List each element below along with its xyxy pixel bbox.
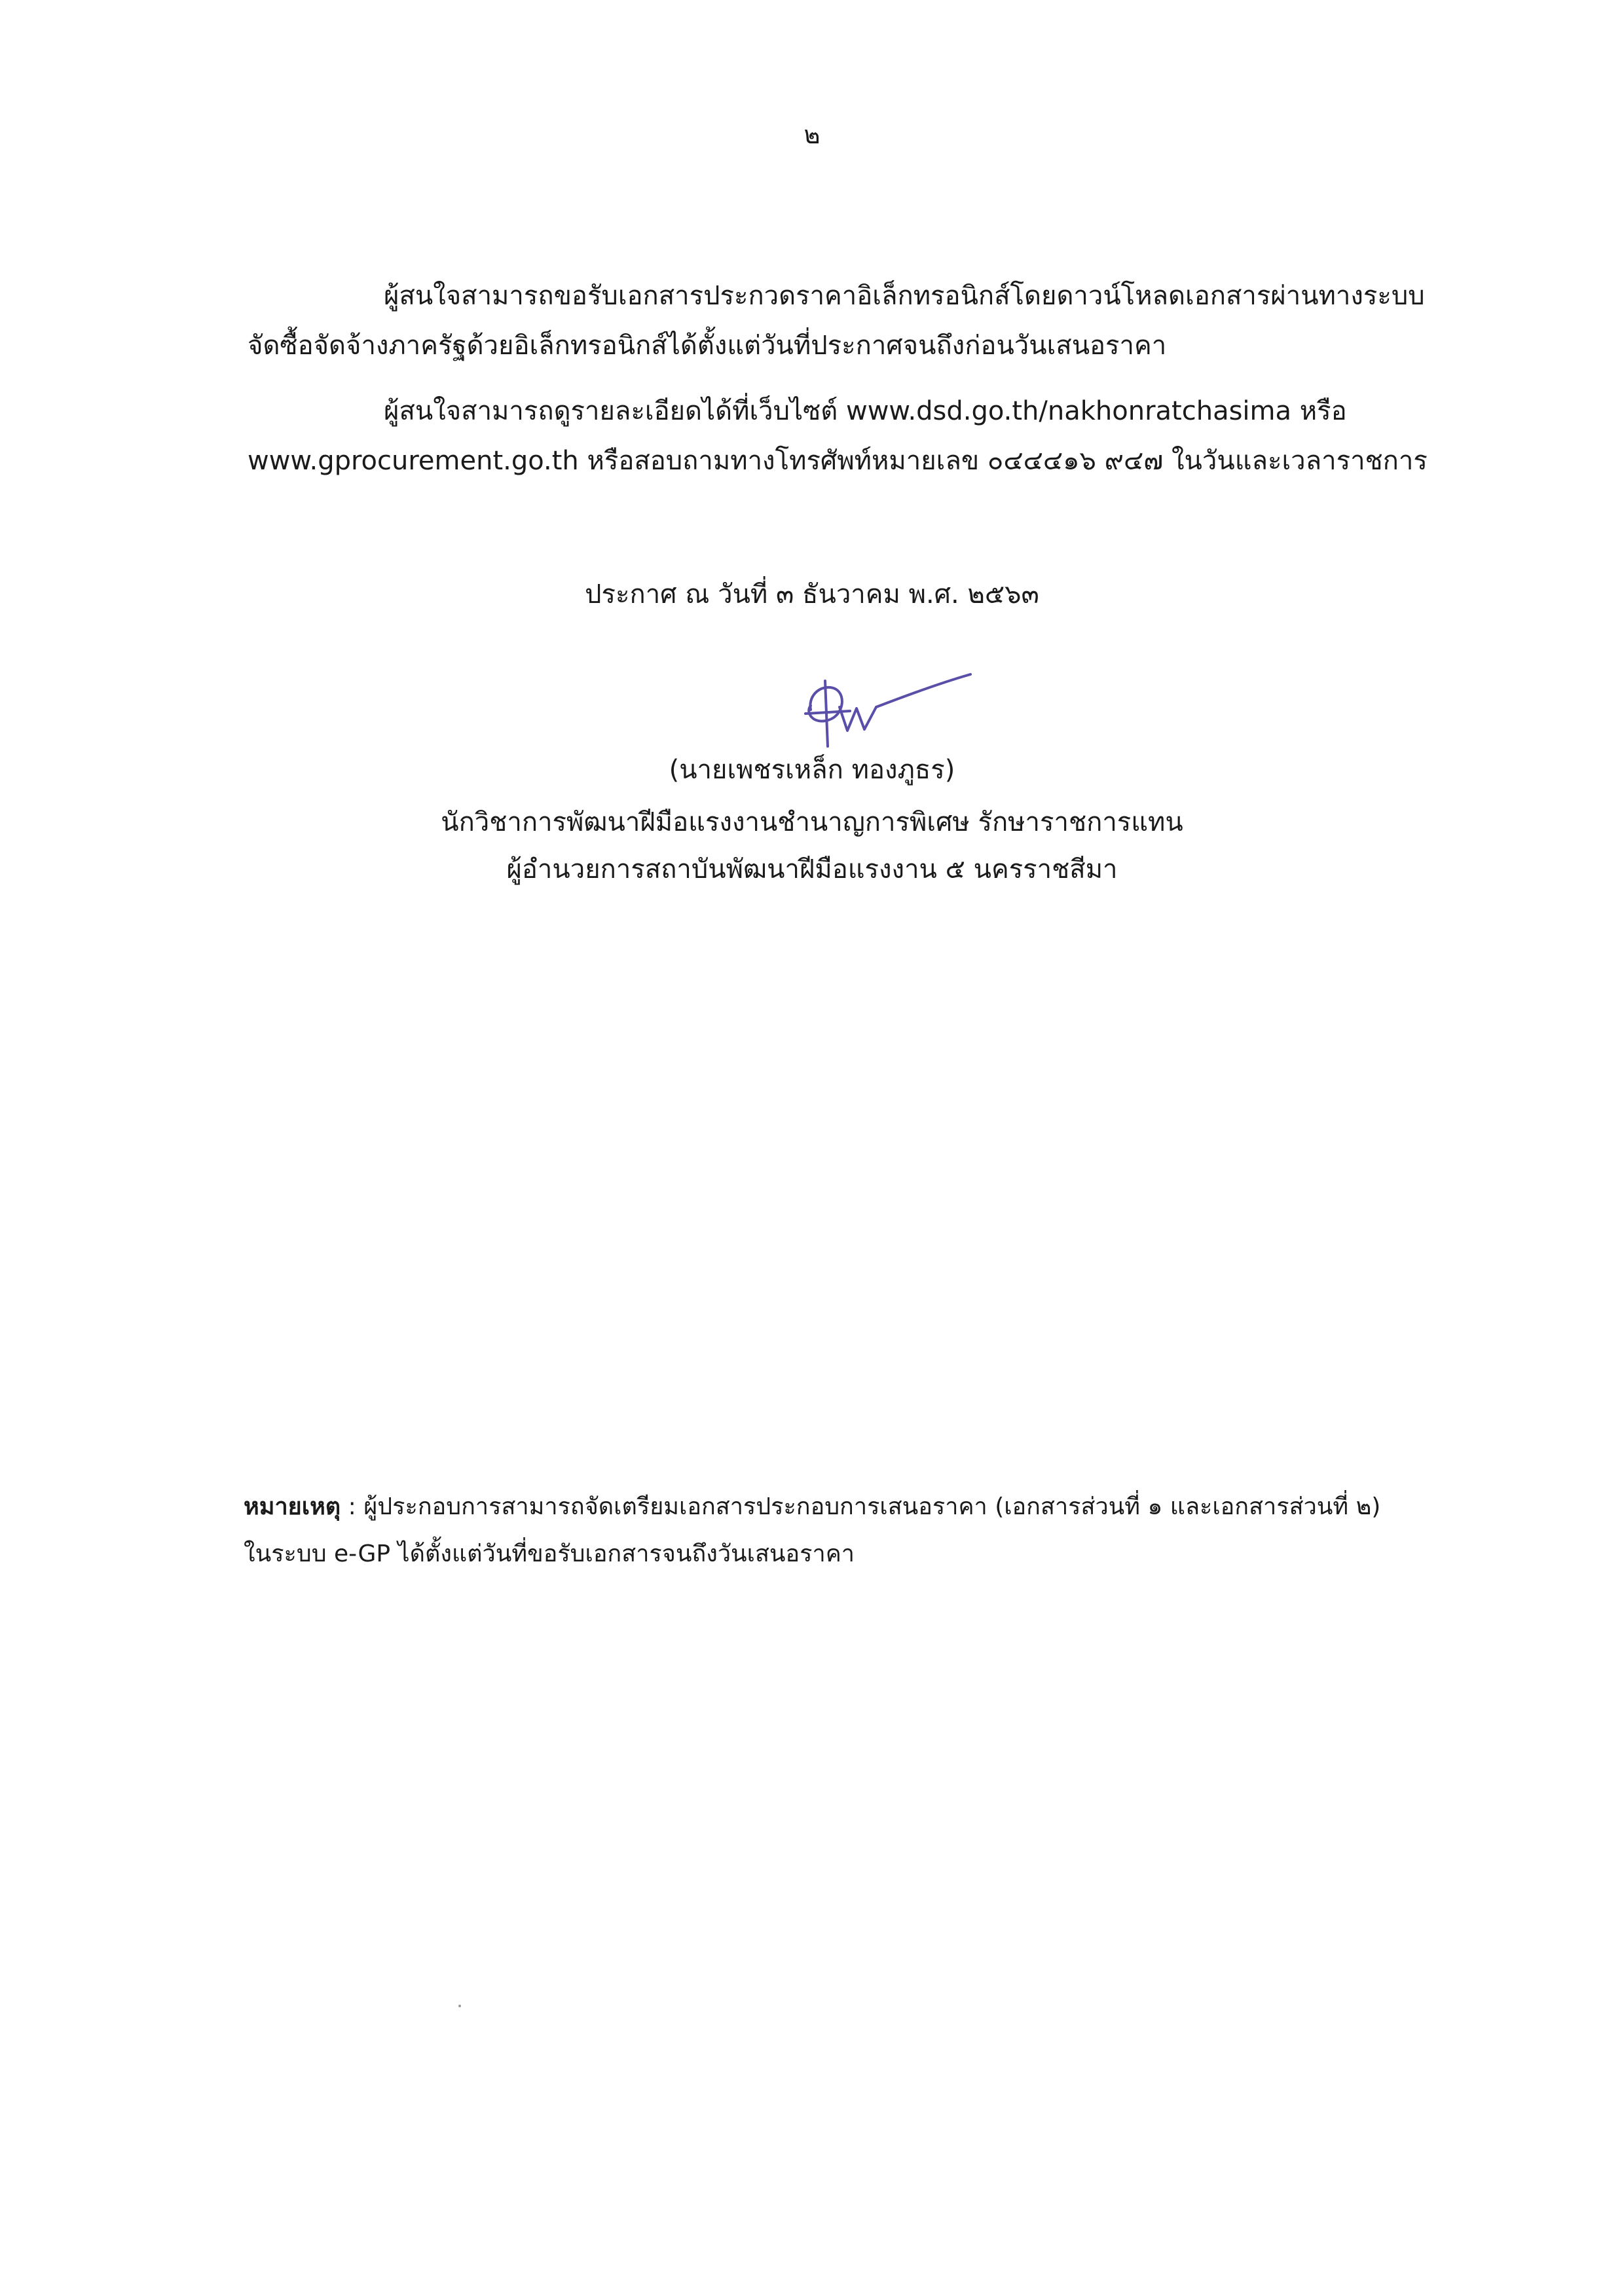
signatory-position-line-1: นักวิชาการพัฒนาฝีมือแรงงานชำนาญการพิเศษ รักษาราชการแทน [441, 807, 1183, 837]
signatory-name: (นายเพชรเหล็ก ทองภูธร) [669, 755, 955, 785]
paragraph-1-line-2: จัดซื้อจัดจ้างภาครัฐด้วยอิเล็กทรอนิกส์ได้ตั้งแต่วันที่ประกาศจนถึงก่อนวันเสนอราคา [248, 331, 1167, 361]
announcement-date: ประกาศ ณ วันที่ ๓ ธันวาคม พ.ศ. ๒๕๖๓ [585, 579, 1039, 610]
handwritten-signature [799, 668, 982, 753]
remark-line-1 [244, 1490, 1380, 1524]
signatory-position-line-2: ผู้อำนวยการสถาบันพัฒนาฝีมือแรงงาน ๕ นครราชสีมา [506, 854, 1118, 884]
remark-line-2: ในระบบ e-GP ได้ตั้งแต่วันที่ขอรับเอกสารจนถึงวันเสนอราคา [244, 1540, 855, 1567]
paragraph-1-line-1: ผู้สนใจสามารถขอรับเอกสารประกวดราคาอิเล็กทรอนิกส์โดยดาวน์โหลดเอกสารผ่านทางระบบ [384, 281, 1425, 311]
scan-speck [458, 2005, 461, 2007]
page-number: ๒ [803, 120, 821, 149]
paragraph-2-line-1: ผู้สนใจสามารถดูรายละเอียดได้ที่เว็บไซต์ www.dsd.go.th/nakhonratchasima หรือ [384, 396, 1347, 426]
remark-label: หมายเหตุ [244, 1493, 341, 1520]
remark-text: ผู้ประกอบการสามารถจัดเตรียมเอกสารประกอบการเสนอราคา (เอกสารส่วนที่ ๑ และเอกสารส่วนที่ ๒) [363, 1493, 1381, 1520]
remark-separator: : [341, 1493, 364, 1520]
paragraph-2-line-2: www.gprocurement.go.th หรือสอบถามทางโทรศัพท์หมายเลข ๐๔๔๔๑๖ ๙๔๗ ในวันและเวลาราชการ [248, 446, 1428, 476]
